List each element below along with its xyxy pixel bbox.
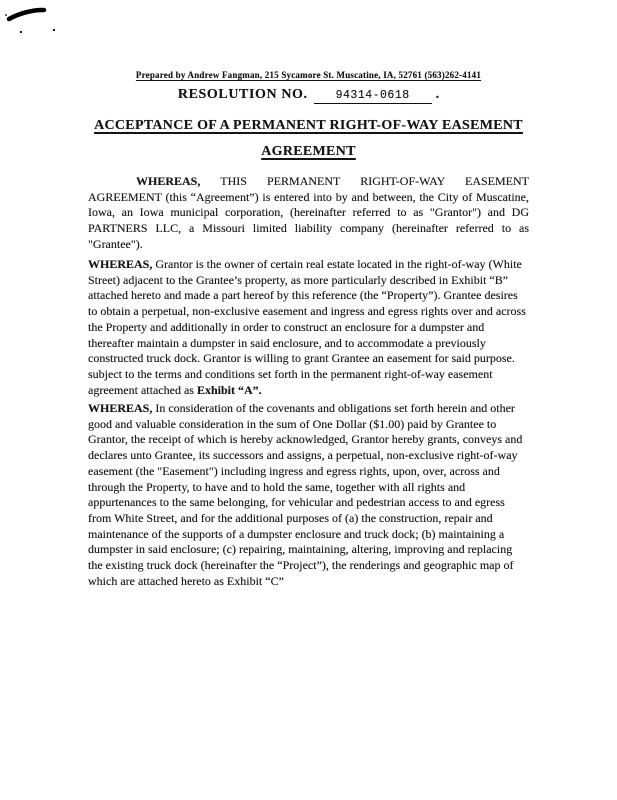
document-title-line2: AGREEMENT [261,144,356,159]
paragraph-1-first-line-text: THIS PERMANENT RIGHT-OF-WAY EASEMENT [220,174,529,188]
prepared-by-line: Prepared by Andrew Fangman, 215 Sycamore St. Muscatine, IA, 52761 (563)262-4141 [135,70,482,80]
whereas-lead-2: WHEREAS, [88,257,153,271]
whereas-lead-1: WHEREAS, [136,174,201,188]
corner-pen-mark [0,0,80,45]
paragraph-whereas-1 [88,174,529,253]
paragraph-2-body: Grantor is the owner of certain real estate located in the right-of-way (White Street) adjacent to the Grantee’s property, as more particularly described in Exhibit “B” attached hereto and made a part hereof by this reference (the “Property”). Grantee desires to obtain a perpetual, non-exclusive easement and ingress and egress rights over and across the Property and additionally in order to construct an enclosure for a dumpster and thereafter maintain a dumpster in said enclosure, and to accommodate a previously constructed truck dock. Grantor is willing to grant Grantee an easement for said purpose. subject to the terms and conditions set forth in the permanent right-of-way easement agreement attached as [88,257,526,397]
document-title [0,113,617,165]
resolution-number-field: 94314-0618 [314,89,432,104]
paragraph-whereas-2 [88,257,529,398]
paragraph-2-exhibit-a: Exhibit “A”. [196,382,262,397]
paragraph-1-first-line [88,174,529,190]
resolution-suffix-mark: . [435,87,440,102]
paragraph-whereas-3 [88,401,529,589]
paragraph-3-body: In consideration of the covenants and obligations set forth herein and other good and valuable consideration in the sum of One Dollar ($1.00) paid by Grantee to Grantor, the receipt of which is hereby acknowledged, Grantor hereby grants, conveys and declares unto Grantee, its successors and assigns, a perpetual, non-exclusive right-of-way easement (the "Easement") including ingress and egress rights, upon, over, across and through the Property, to have and to hold the same, together with all rights and appurtenances to the same belonging, for vehicular and pedestrian access to and egress from White Street, and for the additional purposes of (a) the construction, repair and maintenance of the supports of a dumpster enclosure and truck dock; (b) maintaining a dumpster in said enclosure; (c) repairing, maintaining, altering, improving and replacing the existing truck dock (hereinafter the “Project”), the renderings and geographic map of which are attached hereto as Exhibit “C” [88,401,523,588]
whereas-lead-3: WHEREAS, [88,401,153,415]
resolution-label: RESOLUTION NO. [177,87,308,102]
paragraph-1-body: AGREEMENT (this “Agreement”) is entered into by and between, the City of Muscatine, Iowa, an Iowa municipal corporation, (hereinafter referred to as "Grantor") and DG PARTNERS LLC, a Missouri limited liability company (hereinafter referred to as "Grantee"). [88,189,529,251]
resolution-number-line [0,87,617,104]
document-title-line1: ACCEPTANCE OF A PERMANENT RIGHT-OF-WAY EASEMENT [94,118,523,133]
